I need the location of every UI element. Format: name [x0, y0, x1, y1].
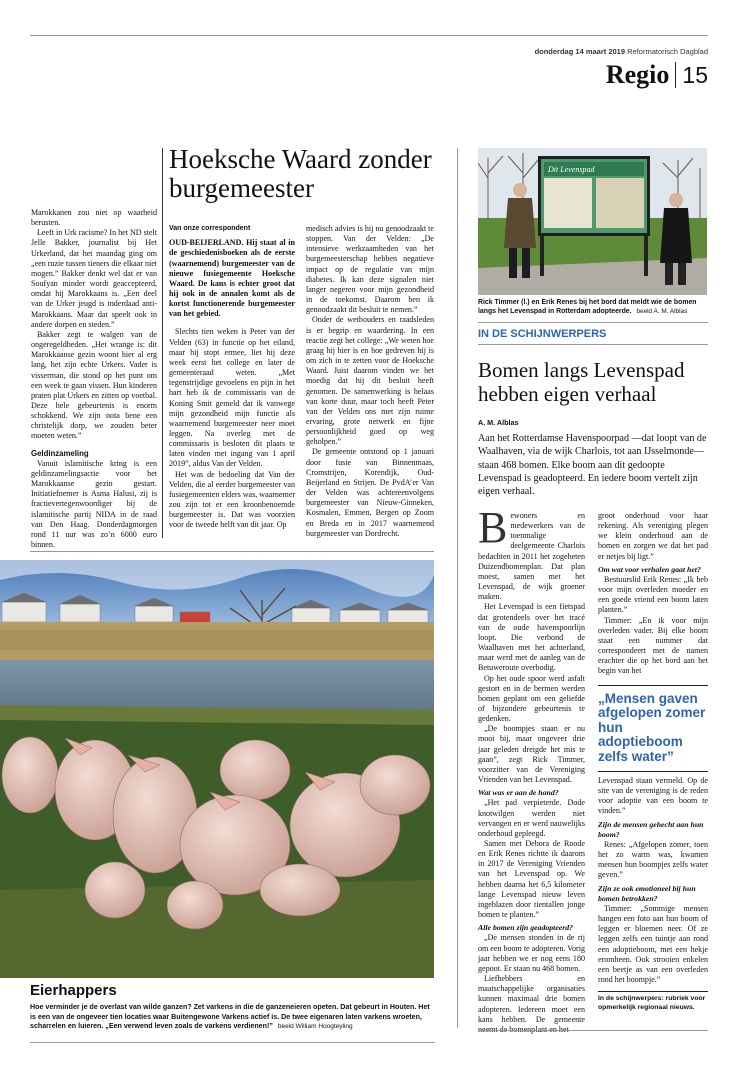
- kicker: IN DE SCHIJNWERPERS: [478, 328, 607, 340]
- article2-para: Timmer: „Sommige mensen hangen een foto aan hun boom of leggen er bloemen neer. Of ze leggen zelfs een tuintje aan rond een adoptieboom, met een hekje eromheen. Ook strooien enkelen een beetje as van een overleden rond het boompje.”: [598, 903, 708, 984]
- levenspad-credit: beeld A. M. Alblas: [636, 308, 688, 315]
- footnote-text: rubriek voor opmerkelijk regionaal nieuws.: [598, 995, 706, 1011]
- article2-para: „Het pad verpieterde. Dode knotwilgen werden niet vervangen en er werd nauwelijks onderhoud gepleegd.: [478, 798, 585, 838]
- section-rule: [30, 551, 434, 552]
- bottom-rule-left: [30, 1042, 435, 1043]
- pigs-photo: [0, 560, 434, 978]
- article2-question: Om wat voor verhalen gaat het?: [598, 564, 701, 574]
- left-column: [31, 208, 157, 550]
- article1-dateline: OUD-BEIJERLAND.: [169, 238, 244, 248]
- bottom-rule-right: [478, 1030, 708, 1031]
- left-para: Leeft in Urk racisme? In het ND stelt Jelle Bakker, journalist bij Het Urkerland, dat het maandag ging om „een ruzie tussen tieners die elkaar niet mogen.” Bakker denkt wel dat er van Soufyan minder wordt geaccepteerd, omdat hij Marokkaans is. „Een deel van de Urker jeugd is inderdaad anti-Marokkaans. Maar dat speelt ook in andere dorpen en steden.”: [31, 228, 158, 329]
- article2-intro: Aan het Rotterdamse Havenspoorpad —dat loopt van de Waalhaven, via de wijk Charlois, tot aan IJsselmonde— staan 468 bomen. Elke boom aan dit gedoopte Levenspad is geadopteerd. En iedere boom vertelt zijn eigen verhaal.: [478, 433, 707, 498]
- article2-question: Zijn de mensen gehecht aan hun boom?: [598, 819, 704, 839]
- article1-para: medisch advies is hij nu genoodzaakt te stoppen. Van der Velden: „De intensieve werkzaamheden van het burgemeesterschap hebben negatieve impact op de regulatie van mijn diabetes. Ik kan deze signalen niet langer negeren voor mijn gezondheid in de toekomst. Daarom ben ik genoodzaakt dit besluit te nemen.”: [306, 224, 434, 315]
- header-divider: [675, 62, 676, 88]
- article1-col2: [306, 224, 434, 539]
- left-para: Marokkanen zou niet op waarheid berusten.: [31, 208, 157, 228]
- kicker-rule-bottom: [478, 344, 708, 345]
- page-number: 15: [682, 61, 708, 88]
- sign-text: Dit Levenspad: [548, 165, 595, 174]
- article1-para: De gemeente ontstond op 1 januari door fusie van Binnenmaas, Cromstrijen, Korendijk, Oud-Beijerland en Strijen. De PvdA’er Van der Velden was achtereenvolgens burgemeester van Nieuw-Ginneken, Kosmalen, Emmen, Bergen op Zoom en Breda en in 2017 waarnemend burgemeester van Dordrecht.: [306, 447, 434, 538]
- article2-para: „De boompjes staan er nu mooi bij, maar ongeveer drie jaar geleden dreigde het mis te gaan”, zegt Rick Timmer, voorzitter van de Vereniging Vrienden van het Levenspad.: [478, 724, 585, 785]
- levenspad-photo: [478, 148, 707, 295]
- article1-headline: Hoeksche Waard zonder burgemeester: [169, 144, 432, 203]
- pigs-credit: beeld William Hoogteyling: [277, 1023, 353, 1031]
- pigs-caption: [30, 1003, 435, 1032]
- article2-para: Levenspad staan vermeld. Op de site van de vereniging is de reden voor adoptie van een boom te vinden.”: [598, 776, 708, 816]
- article2-para: Samen met Debora de Roode en Erik Renes richtte ik daarom in 2017 de Vereniging Vrienden van het Levenspad op. We hebben daarna het 6,5 kilometer lange Levenspad nieuw leven ingeblazen door tientallen jonge bomen te planten.”: [478, 839, 585, 920]
- article1-lead: Hij staat al in de geschiedenisboeken als de eerste (waarnemend) burgemeester van de nieuwe fusiegemeente Hoeksche Waard. De kans is echter groot dat hij ook in de annalen komt als de kortst functionerende burgemeester van het gebied.: [169, 238, 295, 319]
- article1-para: Slechts tien weken is Peter van der Velden (63) in functie op het eiland, maar hij stopt ermee, liet hij deze week eerst het college en later de gemeenteraad weten. „Met tegenstrijdige gevoelens en pijn in het hart heb ik de commissaris van de Koning Smit gemeld dat ik vanwege mijn gezondheid mijn functie als waarnemend burgemeester neer moet leggen. Na overleg met de commissaris is besloten dit plaats te laten vinden met ingang van 1 april 2019”, aldus Van der Velden.: [169, 327, 295, 469]
- left-subhead: Geldinzameling: [31, 448, 89, 458]
- article2-para: Het Levenspad is een fietspad dat grotendeels over het tracé van de oude havenspoorlijn loopt. Die verbond de Waalhaven met het achterland, maar werd met de aanleg van de Betuweroute overbodig.: [478, 602, 585, 673]
- article2-para: Liefhebbers en maatschappelijke organisaties kunnen maximaal drie bomen adopteren. Iedereen moet een kans hebben. De gemeente: [478, 974, 585, 1024]
- section-header: [606, 60, 708, 90]
- article2-headline: Bomen langs Levenspad hebben eigen verhaal: [478, 358, 685, 406]
- article1-para: Het was de bedoeling dat Van der Velden, die al eerder burgemeester van fusiegemeenten elders was, waarnemer zou zijn tot er een kroonbenoemde burgemeester is. Dat was voorzien voor de tweede helft van dit jaar. Op: [169, 469, 296, 530]
- left-para: Bakker zegt te walgen van de ongeregeldheden. „Het wrange is: dit Marokkaanse gezin woont hier al erg lang, het zijn echte Urkers. Vader is visserman, die stond op het punt om een week te gaan vissen. Hun kinderen praten plat Urkers en zitten op voetbal. Deze hele gebeurtenis is enorm schokkend. We zijn nota bene een christelijk dorp, we zouden beter moeten weten.”: [31, 329, 157, 441]
- footnote-label: In de schijnwerpers:: [598, 995, 664, 1003]
- article2-question: Alle bomen zijn geadopteerd?: [478, 923, 574, 933]
- article2-para: ewoners en medewerkers van de toenmalige deelgemeente Charlois bedachten in 2011 het zogeheten Duizendbomenplan. Dat plan moest, samen met het Levenspad, de wijk groener maken.: [478, 511, 585, 602]
- pullquote: „Mensen gaven afgelopen zomer hun adoptieboom zelfs water”: [598, 690, 706, 764]
- pullquote-box: [598, 685, 708, 773]
- article2-col2: [598, 511, 708, 1013]
- left-para: Vanuit islamitische kring is een geldinzamelingsactie voor het Marokkaanse gezin gestart. Initiatiefnemer is Asma Halusi, zij is fractievertegenwoordiger bij de islamitische partij NIDA in de raad van Den Haag. Donderdagmorgen rond 11 uur was zo’n 6000 euro binnen.: [31, 458, 157, 550]
- article2-para: „De mensen stonden in de rij om een boom te adopteren. Vorig jaar hebben we er nog eens 180 gepoot. Er staan nu 468 bomen.: [478, 933, 585, 973]
- issue-date: donderdag 14 maart 2019: [534, 47, 626, 56]
- article2-question: Zijn ze ook emotioneel bij hun bomen betrokken?: [598, 883, 696, 903]
- article1-col1: [169, 224, 295, 531]
- article2-para: groot onderhoud voor haar rekening. Als vereniging plegen we klein onderhoud aan de bomen en zorgen we dat het pad er netjes bij ligt.”: [598, 511, 708, 561]
- article2-col1: [478, 503, 585, 1035]
- paper-name: Reformatorisch Dagblad: [627, 47, 708, 56]
- footnote: [598, 991, 708, 1013]
- levenspad-caption-text: Rick Timmer (l.) en Erik Renes bij het bord dat meldt wie de bomen langs het Levenspad in Rotterdam adopteerde.: [478, 299, 697, 315]
- article2-para: Timmer: „En ik voor mijn overleden vader. Bij elke boom staat een nummer dat correspondeert met de namen erachter die op het bord aan het begin van het: [598, 615, 708, 676]
- article1-byline: Van onze correspondent: [169, 225, 251, 232]
- dropcap: B: [478, 503, 508, 552]
- pigs-illustration: [0, 560, 434, 978]
- section-title: Regio: [605, 60, 670, 89]
- column-divider: [162, 148, 163, 538]
- article1-para: Onder de wethouders en raadsleden is er begrip en waardering. In een reactie zegt het college: „We weten hoe graag hij hier is en hoe gedreven hij is om zich in te zetten voor de Hoeksche Waard. Juist daarom vinden we het moedig dat hij dit besluit heeft genomen. De samenwerking is helaas van korte duur, maar toch heeft Peter van der Velden ons met zijn ruime ervaring, grote netwerk en fijne persoonlijkheid goed op weg geholpen.”: [306, 315, 434, 447]
- kicker-rule: [478, 322, 708, 323]
- article2-para: Bestuurslid Erik Renes: „Ik heb voor mijn overleden moeder en een goede vriend een boom laten planten.”: [598, 574, 708, 615]
- pigs-caption-text: Hoe verminder je de overlast van wilde ganzen? Zet varkens in die de ganzeneieren opeten. Dat gebeurt in Houten. Het is een van de ongeveer tien locaties waar Buitengewone Varkens actief is. De twee eigenaren laten varkens wroeten, scharrelen en luieren. „Een verwend leven zoals de varkens verdienen!”: [30, 1003, 430, 1031]
- levenspad-illustration: [478, 148, 707, 295]
- pigs-title: Eierhappers: [30, 982, 117, 999]
- article2-para: Op het oude spoor werd asfalt gestort en in de bermen werden bomen geplant om een geliefde of bijzondere gebeurtenis te gedenken.: [478, 673, 585, 724]
- levenspad-caption: [478, 298, 708, 316]
- article2-para: Renes: „Afgelopen zomer, toen het zo warm was, kwamen mensen hun boompjes zelfs water geven.”: [598, 839, 708, 880]
- article2-author: A. M. Alblas: [478, 418, 519, 427]
- article2-question: Wat was er aan de hand?: [478, 788, 559, 798]
- top-rule: [30, 35, 708, 36]
- dateline: [535, 47, 708, 56]
- right-column-divider: [457, 148, 458, 1028]
